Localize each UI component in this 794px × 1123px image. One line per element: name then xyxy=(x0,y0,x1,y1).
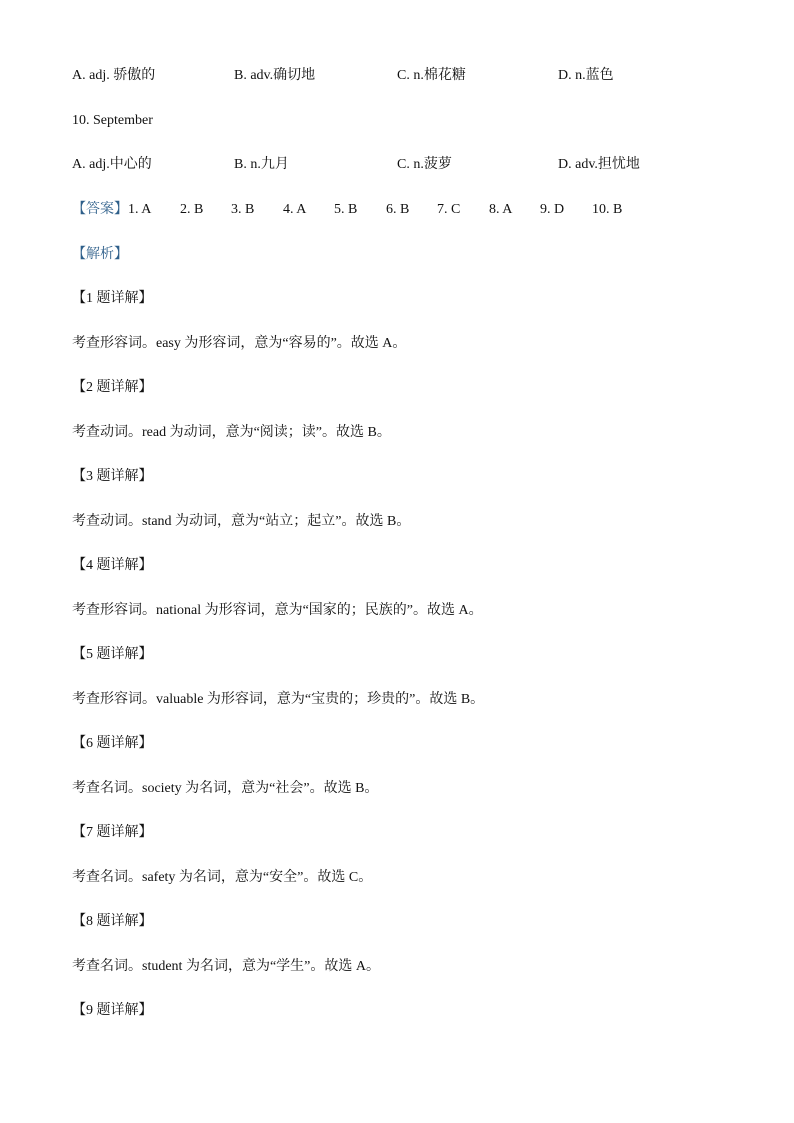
answer-item: 3. B xyxy=(231,202,255,217)
answer-item: 5. B xyxy=(334,202,358,217)
q9-option-d: D. n.蓝色 xyxy=(558,68,614,83)
answer-item: 10. B xyxy=(592,202,623,217)
answer-item: 6. B xyxy=(386,202,410,217)
analysis-label: 【解析】 xyxy=(72,247,128,262)
q10-option-b: B. n.九月 xyxy=(234,157,289,172)
q10-option-d: D. adv.担忧地 xyxy=(558,157,640,172)
detail-text-4: 考查形容词。national 为形容词，意为“国家的；民族的”。故选 A。 xyxy=(72,603,483,618)
detail-header-8: 【8 题详解】 xyxy=(72,914,153,929)
q9-option-a: A. adj. 骄傲的 xyxy=(72,68,156,83)
q10-option-c: C. n.菠萝 xyxy=(397,157,452,172)
detail-header-2: 【2 题详解】 xyxy=(72,380,153,395)
detail-header-4: 【4 题详解】 xyxy=(72,558,153,573)
detail-header-3: 【3 题详解】 xyxy=(72,469,153,484)
answer-item: 7. C xyxy=(437,202,461,217)
detail-text-6: 考查名词。society 为名词，意为“社会”。故选 B。 xyxy=(72,781,379,796)
detail-text-5: 考查形容词。valuable 为形容词，意为“宝贵的；珍贵的”。故选 B。 xyxy=(72,692,485,707)
detail-text-3: 考查动词。stand 为动词，意为“站立；起立”。故选 B。 xyxy=(72,514,411,529)
q10-title: 10. September xyxy=(72,113,153,128)
detail-header-7: 【7 题详解】 xyxy=(72,825,153,840)
answer-item: 1. A xyxy=(128,202,152,217)
detail-text-8: 考查名词。student 为名词，意为“学生”。故选 A。 xyxy=(72,959,380,974)
detail-header-5: 【5 题详解】 xyxy=(72,647,153,662)
answer-item: 4. A xyxy=(283,202,307,217)
detail-text-2: 考查动词。read 为动词，意为“阅读；读”。故选 B。 xyxy=(72,425,391,440)
answer-item: 2. B xyxy=(180,202,204,217)
answer-item: 9. D xyxy=(540,202,565,217)
detail-header-9: 【9 题详解】 xyxy=(72,1003,153,1018)
q9-option-c: C. n.棉花糖 xyxy=(397,68,466,83)
answer-item: 8. A xyxy=(489,202,513,217)
detail-header-1: 【1 题详解】 xyxy=(72,291,153,306)
detail-header-6: 【6 题详解】 xyxy=(72,736,153,751)
detail-text-7: 考查名词。safety 为名词，意为“安全”。故选 C。 xyxy=(72,870,373,885)
q10-option-a: A. adj.中心的 xyxy=(72,157,152,172)
detail-text-1: 考查形容词。easy 为形容词，意为“容易的”。故选 A。 xyxy=(72,336,407,351)
q9-option-b: B. adv.确切地 xyxy=(234,68,316,83)
answer-label: 【答案】 xyxy=(72,202,128,217)
